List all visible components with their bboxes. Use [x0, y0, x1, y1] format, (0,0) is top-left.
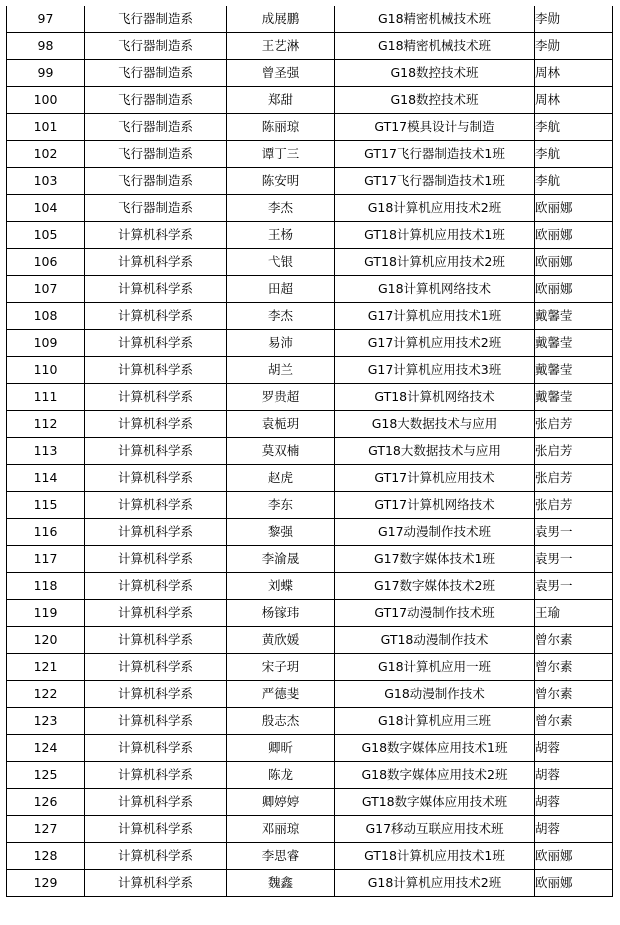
table-row	[7, 87, 613, 114]
table-row	[7, 816, 613, 843]
student-name-cell: 易沛	[227, 330, 335, 357]
class-name-cell: G18精密机械技术班	[335, 33, 535, 60]
student-name-cell: 黎强	[227, 519, 335, 546]
student-name-cell: 李杰	[227, 303, 335, 330]
department-cell: 计算机科学系	[85, 249, 227, 276]
row-number: 98	[7, 33, 85, 60]
table-row	[7, 600, 613, 627]
class-name-cell: G17数字媒体技术1班	[335, 546, 535, 573]
department-cell: 计算机科学系	[85, 330, 227, 357]
teacher-cell: 胡蓉	[535, 816, 613, 843]
student-name-cell: 邓丽琼	[227, 816, 335, 843]
row-number: 123	[7, 708, 85, 735]
table-row	[7, 843, 613, 870]
row-number: 99	[7, 60, 85, 87]
class-name-cell: GT18动漫制作技术	[335, 627, 535, 654]
row-number: 111	[7, 384, 85, 411]
department-cell: 计算机科学系	[85, 519, 227, 546]
student-name-cell: 弋银	[227, 249, 335, 276]
row-number: 125	[7, 762, 85, 789]
department-cell: 计算机科学系	[85, 600, 227, 627]
department-cell: 飞行器制造系	[85, 141, 227, 168]
teacher-cell: 袁男一	[535, 546, 613, 573]
teacher-cell: 周林	[535, 60, 613, 87]
teacher-cell: 曾尔素	[535, 627, 613, 654]
class-name-cell: G18计算机网络技术	[335, 276, 535, 303]
department-cell: 计算机科学系	[85, 357, 227, 384]
department-cell: 计算机科学系	[85, 276, 227, 303]
table-row	[7, 465, 613, 492]
student-name-cell: 赵虎	[227, 465, 335, 492]
teacher-cell: 李航	[535, 114, 613, 141]
student-name-cell: 李东	[227, 492, 335, 519]
department-cell: 计算机科学系	[85, 303, 227, 330]
table-row	[7, 870, 613, 897]
student-name-cell: 陈丽琼	[227, 114, 335, 141]
table-row	[7, 114, 613, 141]
teacher-cell: 曾尔素	[535, 681, 613, 708]
teacher-cell: 王瑜	[535, 600, 613, 627]
class-name-cell: G17计算机应用技术2班	[335, 330, 535, 357]
class-name-cell: G18计算机应用一班	[335, 654, 535, 681]
department-cell: 飞行器制造系	[85, 195, 227, 222]
row-number: 121	[7, 654, 85, 681]
student-name-cell: 杨镓玮	[227, 600, 335, 627]
table-row	[7, 357, 613, 384]
teacher-cell: 欧丽娜	[535, 870, 613, 897]
department-cell: 计算机科学系	[85, 573, 227, 600]
table-row	[7, 627, 613, 654]
class-name-cell: GT18计算机应用技术1班	[335, 222, 535, 249]
table-row	[7, 33, 613, 60]
class-name-cell: G17计算机应用技术3班	[335, 357, 535, 384]
student-name-cell: 卿婷婷	[227, 789, 335, 816]
student-name-cell: 魏鑫	[227, 870, 335, 897]
class-name-cell: G18计算机应用三班	[335, 708, 535, 735]
row-number: 115	[7, 492, 85, 519]
class-name-cell: G18数字媒体应用技术1班	[335, 735, 535, 762]
table-row	[7, 681, 613, 708]
class-name-cell: G18数字媒体应用技术2班	[335, 762, 535, 789]
row-number: 107	[7, 276, 85, 303]
student-name-cell: 胡兰	[227, 357, 335, 384]
row-number: 112	[7, 411, 85, 438]
student-name-cell: 卿昕	[227, 735, 335, 762]
department-cell: 计算机科学系	[85, 870, 227, 897]
table-row	[7, 330, 613, 357]
department-cell: 计算机科学系	[85, 735, 227, 762]
student-name-cell: 王杨	[227, 222, 335, 249]
table-row	[7, 519, 613, 546]
department-cell: 飞行器制造系	[85, 60, 227, 87]
teacher-cell: 欧丽娜	[535, 249, 613, 276]
department-cell: 飞行器制造系	[85, 87, 227, 114]
department-cell: 计算机科学系	[85, 438, 227, 465]
row-number: 102	[7, 141, 85, 168]
teacher-cell: 曾尔素	[535, 708, 613, 735]
table-row	[7, 708, 613, 735]
department-cell: 计算机科学系	[85, 627, 227, 654]
table-row	[7, 438, 613, 465]
row-number: 114	[7, 465, 85, 492]
teacher-cell: 张启芳	[535, 438, 613, 465]
class-name-cell: G18数控技术班	[335, 87, 535, 114]
student-name-cell: 宋子玥	[227, 654, 335, 681]
teacher-cell: 胡蓉	[535, 762, 613, 789]
row-number: 105	[7, 222, 85, 249]
table-row	[7, 141, 613, 168]
table-row	[7, 573, 613, 600]
teacher-cell: 周林	[535, 87, 613, 114]
department-cell: 计算机科学系	[85, 411, 227, 438]
department-cell: 计算机科学系	[85, 465, 227, 492]
student-name-cell: 殷志杰	[227, 708, 335, 735]
student-name-cell: 李思睿	[227, 843, 335, 870]
teacher-cell: 戴馨莹	[535, 303, 613, 330]
department-cell: 计算机科学系	[85, 789, 227, 816]
department-cell: 计算机科学系	[85, 708, 227, 735]
table-row	[7, 249, 613, 276]
row-number: 106	[7, 249, 85, 276]
table-row	[7, 546, 613, 573]
student-name-cell: 袁栀玥	[227, 411, 335, 438]
department-cell: 计算机科学系	[85, 816, 227, 843]
row-number: 124	[7, 735, 85, 762]
class-name-cell: G17数字媒体技术2班	[335, 573, 535, 600]
row-number: 117	[7, 546, 85, 573]
class-name-cell: G17计算机应用技术1班	[335, 303, 535, 330]
table-row	[7, 60, 613, 87]
department-cell: 飞行器制造系	[85, 168, 227, 195]
department-cell: 飞行器制造系	[85, 33, 227, 60]
teacher-cell: 袁男一	[535, 519, 613, 546]
row-number: 128	[7, 843, 85, 870]
row-number: 127	[7, 816, 85, 843]
row-number: 118	[7, 573, 85, 600]
teacher-cell: 李勋	[535, 33, 613, 60]
department-cell: 计算机科学系	[85, 681, 227, 708]
row-number: 120	[7, 627, 85, 654]
department-cell: 计算机科学系	[85, 843, 227, 870]
class-name-cell: G18计算机应用技术2班	[335, 870, 535, 897]
teacher-cell: 戴馨莹	[535, 357, 613, 384]
department-cell: 飞行器制造系	[85, 6, 227, 33]
class-name-cell: GT18数字媒体应用技术班	[335, 789, 535, 816]
student-name-cell: 王艺淋	[227, 33, 335, 60]
student-name-cell: 李渝晟	[227, 546, 335, 573]
row-number: 116	[7, 519, 85, 546]
table-row	[7, 168, 613, 195]
class-name-cell: GT17计算机网络技术	[335, 492, 535, 519]
class-name-cell: GT18计算机网络技术	[335, 384, 535, 411]
department-cell: 计算机科学系	[85, 762, 227, 789]
student-name-cell: 谭丁三	[227, 141, 335, 168]
class-name-cell: G18精密机械技术班	[335, 6, 535, 33]
department-cell: 计算机科学系	[85, 384, 227, 411]
class-name-cell: GT17飞行器制造技术1班	[335, 168, 535, 195]
teacher-cell: 欧丽娜	[535, 276, 613, 303]
department-cell: 飞行器制造系	[85, 114, 227, 141]
student-name-cell: 陈安明	[227, 168, 335, 195]
department-cell: 计算机科学系	[85, 222, 227, 249]
table-row	[7, 303, 613, 330]
class-name-cell: GT17模具设计与制造	[335, 114, 535, 141]
table-row	[7, 6, 613, 33]
row-number: 122	[7, 681, 85, 708]
class-name-cell: G18动漫制作技术	[335, 681, 535, 708]
table-row	[7, 384, 613, 411]
teacher-cell: 张启芳	[535, 465, 613, 492]
student-name-cell: 黄欣媛	[227, 627, 335, 654]
teacher-cell: 袁男一	[535, 573, 613, 600]
class-name-cell: GT18大数据技术与应用	[335, 438, 535, 465]
teacher-cell: 欧丽娜	[535, 222, 613, 249]
class-name-cell: GT18计算机应用技术2班	[335, 249, 535, 276]
row-number: 129	[7, 870, 85, 897]
row-number: 113	[7, 438, 85, 465]
teacher-cell: 李勋	[535, 6, 613, 33]
class-name-cell: GT18计算机应用技术1班	[335, 843, 535, 870]
student-roster-table	[6, 6, 613, 897]
student-name-cell: 李杰	[227, 195, 335, 222]
table-row	[7, 735, 613, 762]
table-row	[7, 411, 613, 438]
class-name-cell: GT17飞行器制造技术1班	[335, 141, 535, 168]
student-name-cell: 田超	[227, 276, 335, 303]
department-cell: 计算机科学系	[85, 492, 227, 519]
roster-body	[7, 6, 613, 897]
table-row	[7, 762, 613, 789]
student-name-cell: 郑甜	[227, 87, 335, 114]
row-number: 126	[7, 789, 85, 816]
table-row	[7, 195, 613, 222]
class-name-cell: GT17动漫制作技术班	[335, 600, 535, 627]
row-number: 97	[7, 6, 85, 33]
teacher-cell: 张启芳	[535, 492, 613, 519]
teacher-cell: 欧丽娜	[535, 843, 613, 870]
student-name-cell: 严德斐	[227, 681, 335, 708]
student-name-cell: 成展鹏	[227, 6, 335, 33]
teacher-cell: 戴馨莹	[535, 330, 613, 357]
table-row	[7, 222, 613, 249]
class-name-cell: G17动漫制作技术班	[335, 519, 535, 546]
table-row	[7, 789, 613, 816]
row-number: 109	[7, 330, 85, 357]
row-number: 108	[7, 303, 85, 330]
student-name-cell: 刘蝶	[227, 573, 335, 600]
teacher-cell: 胡蓉	[535, 789, 613, 816]
class-name-cell: GT17计算机应用技术	[335, 465, 535, 492]
row-number: 101	[7, 114, 85, 141]
row-number: 103	[7, 168, 85, 195]
class-name-cell: G17移动互联应用技术班	[335, 816, 535, 843]
table-row	[7, 654, 613, 681]
teacher-cell: 李航	[535, 141, 613, 168]
teacher-cell: 张启芳	[535, 411, 613, 438]
class-name-cell: G18数控技术班	[335, 60, 535, 87]
student-name-cell: 陈龙	[227, 762, 335, 789]
teacher-cell: 欧丽娜	[535, 195, 613, 222]
table-row	[7, 276, 613, 303]
row-number: 100	[7, 87, 85, 114]
teacher-cell: 戴馨莹	[535, 384, 613, 411]
row-number: 119	[7, 600, 85, 627]
class-name-cell: G18计算机应用技术2班	[335, 195, 535, 222]
student-name-cell: 罗贵超	[227, 384, 335, 411]
table-row	[7, 492, 613, 519]
department-cell: 计算机科学系	[85, 654, 227, 681]
row-number: 110	[7, 357, 85, 384]
department-cell: 计算机科学系	[85, 546, 227, 573]
student-name-cell: 莫双楠	[227, 438, 335, 465]
teacher-cell: 胡蓉	[535, 735, 613, 762]
class-name-cell: G18大数据技术与应用	[335, 411, 535, 438]
student-name-cell: 曾圣强	[227, 60, 335, 87]
row-number: 104	[7, 195, 85, 222]
teacher-cell: 曾尔素	[535, 654, 613, 681]
teacher-cell: 李航	[535, 168, 613, 195]
